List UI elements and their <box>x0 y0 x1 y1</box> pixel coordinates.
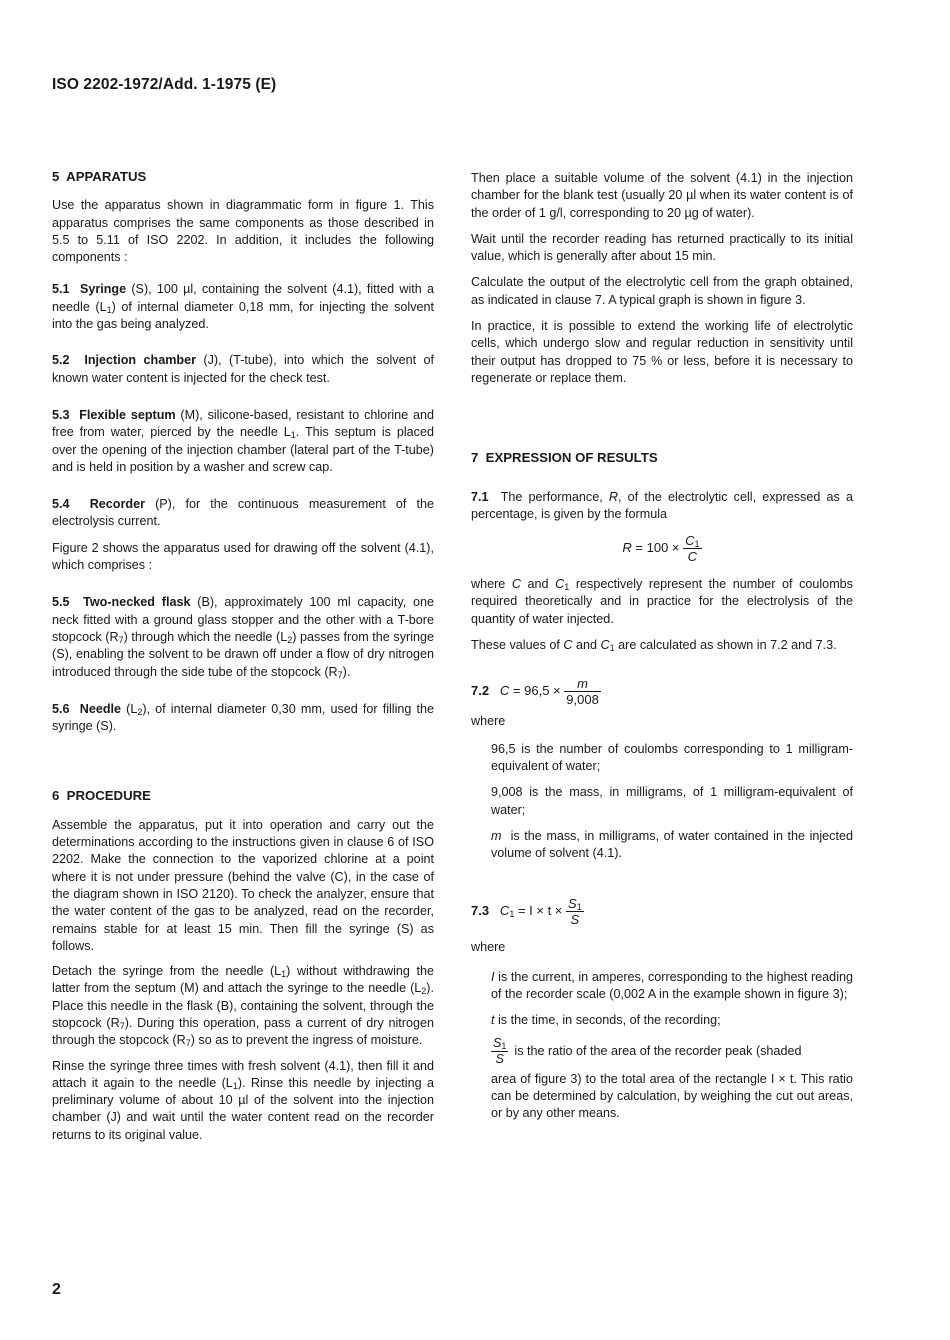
text: is the current, in amperes, corresponding to the highest reading of the recorder scale (0,002 A in the example shown in figure 3); <box>491 969 853 1002</box>
definitions-7-2 <box>471 741 857 863</box>
subscript: 1 <box>609 643 615 654</box>
clause-5-6 <box>52 701 434 736</box>
fraction <box>566 896 584 927</box>
section-5-heading: 5 APPARATUS <box>52 169 147 184</box>
section-6-heading: 6 PROCEDURE <box>52 788 151 804</box>
denominator: C <box>687 549 698 565</box>
denominator: S <box>495 1051 504 1066</box>
formula-operator: = 96,5 × <box>509 683 561 699</box>
subscript: 1 <box>509 909 515 920</box>
clause-text: ). <box>342 664 351 679</box>
text: where <box>471 577 512 592</box>
numerator: S <box>493 1035 502 1050</box>
clause-5-2 <box>52 352 434 387</box>
clause-text: ) passes from the syringe (S), enabling the solvent to be drawn off under a flow of dry nitrogen introduced through the side tube of the stopcock (R <box>52 629 435 679</box>
fraction <box>683 533 701 564</box>
clause-7-1 <box>471 489 853 524</box>
clause-text: (M), silicone-based, resistant to chlorine and free from water, pierced by the needle L <box>52 407 435 440</box>
procedure-continued-4: In practice, it is possible to extend the working life of electrolytic cells, which undergo slow and regular reduction in sensitivity until their output has dropped to 75 % or less, before it is necessary to regenerate or replace them. <box>471 319 853 385</box>
clause-term: Needle <box>79 701 122 716</box>
definition-ratio <box>491 1036 853 1067</box>
numerator: m <box>564 676 601 692</box>
subscript: 1 <box>232 1080 238 1091</box>
where-c-definition <box>471 576 853 628</box>
subscript: 7 <box>119 1020 125 1031</box>
subscript: 7 <box>337 669 343 680</box>
definition-t <box>491 1012 853 1029</box>
variable: C <box>511 577 521 592</box>
where-label: where <box>471 714 506 729</box>
subscript: 1 <box>576 902 582 913</box>
clause-text: (P), for the continuous measurement of the electrolysis current. <box>52 497 434 529</box>
paragraph-text: ) so as to prevent the ingress of moisture. <box>190 1033 423 1048</box>
procedure-continued-3: Calculate the output of the electrolytic cell from the graph obtained, as indicated in clause 7. A typical graph is shown in figure 3. <box>471 275 853 307</box>
text: is the mass, in milligrams, of water contained in the injected volume of solvent (4.1). <box>491 828 857 861</box>
denominator: S <box>570 912 580 928</box>
clause-number: 5.2 <box>52 353 70 368</box>
clause-text: , of the electrolytic cell, expressed as a percentage, is given by the formula <box>471 489 853 521</box>
subscript: 1 <box>106 304 112 315</box>
formula-lhs: C <box>499 903 510 919</box>
variable: I <box>491 969 495 984</box>
page-number: 2 <box>52 1281 61 1298</box>
subscript: 1 <box>501 1040 507 1051</box>
definition-m <box>491 828 857 863</box>
document-header: ISO 2202-1972/Add. 1-1975 (E) <box>52 76 277 93</box>
paragraph-text: ) without withdrawing the latter from the septum (M) and attach the syringe to the needle (L <box>52 964 434 996</box>
clause-number: 7.2 <box>471 683 490 699</box>
clause-5-5 <box>52 594 434 680</box>
text: is the time, in seconds, of the recording; <box>494 1013 721 1028</box>
paragraph-text: Rinse the syringe three times with fresh solvent (4.1), then fill it and attach it again to the needle (L <box>52 1058 434 1090</box>
procedure-continued-2: Wait until the recorder reading has returned practically to its initial value, which is generally after about 15 min. <box>471 231 853 264</box>
procedure-paragraph-3 <box>52 1058 434 1144</box>
variable: C <box>563 638 573 653</box>
text: is the ratio of the area of the recorder peak (shaded <box>514 1043 802 1058</box>
clause-term: Flexible septum <box>79 407 176 422</box>
definitions-7-3 <box>471 969 853 1123</box>
definition-9-008: 9,008 is the mass, in milligrams, of 1 milligram-equivalent of water; <box>491 785 853 817</box>
text: respectively represent the number of coulombs required theoretically and in practice for the electrolysis of the quantity of water injected. <box>471 577 853 626</box>
fraction <box>491 1036 508 1067</box>
values-note <box>471 637 853 654</box>
clause-number: 5.1 <box>52 282 70 297</box>
clause-5-3 <box>52 407 434 476</box>
numerator: C <box>685 533 695 549</box>
clause-number: 5.4 <box>52 497 70 512</box>
clause-text: The performance, <box>500 489 609 504</box>
clause-5-1 <box>52 281 434 333</box>
subscript: 1 <box>281 969 287 980</box>
formula-operator: = I × t × <box>514 903 563 919</box>
clause-number: 5.5 <box>52 595 70 610</box>
clause-text: ) of internal diameter 0,18 mm, for injecting the solvent into the gas being analyzed. <box>52 299 435 332</box>
paragraph-text: Detach the syringe from the needle (L <box>52 964 282 979</box>
subscript: 2 <box>287 634 293 645</box>
variable: m <box>491 828 502 843</box>
paragraph-text: ). Place this needle in the flask (B), containing the solvent, through the stopcock (R <box>52 981 434 1030</box>
subscript: 2 <box>137 706 143 717</box>
formula-lhs: C <box>499 683 510 699</box>
variable: C <box>600 638 610 653</box>
clause-text: (L <box>121 701 138 716</box>
where-label: where <box>471 940 506 955</box>
subscript: 2 <box>421 986 427 997</box>
paragraph-text: ). Rinse this needle by injecting a preliminary volume of about 10 µl of the solvent into the injection chamber (J) and wait until the water content read on the recorder returns to its original value. <box>52 1075 434 1142</box>
section-7-heading: 7 EXPRESSION OF RESULTS <box>471 450 658 466</box>
fraction <box>564 676 601 707</box>
right-column <box>471 170 857 1123</box>
variable: t <box>491 1013 495 1028</box>
section-5-intro: Use the apparatus shown in diagrammatic form in figure 1. This apparatus comprises the same components as those described in 5.5 to 5.11 of ISO 2202. In addition, it includes the following components : <box>52 198 434 265</box>
definition-ratio-continued: area of figure 3) to the total area of the rectangle I × t. This ratio can be determined by calculation, by weighing the cut out areas, or by any other means. <box>491 1071 853 1121</box>
procedure-paragraph-1: Assemble the apparatus, put it into operation and carry out the determinations according to the instructions given in clause 6 of ISO 2202. Make the connection to the vaporized chlorine at a point where it is not under pressure (behind the valve (C), in the case of the diagram shown in ISO 2120). To check the analyzer, ensure that the water content of the gas to be analyzed, read on the recorder, remains stable for at least 15 min. Then fill the syringe (S) as follows. <box>52 817 434 953</box>
clause-number: 7.3 <box>471 903 490 919</box>
clause-number: 5.6 <box>52 701 70 716</box>
text: and <box>520 577 556 592</box>
formula-operator: = 100 × <box>631 540 680 556</box>
text: are calculated as shown in 7.2 and 7.3. <box>614 638 837 653</box>
clause-7-2-formula <box>471 676 853 707</box>
paragraph-text: ). During this operation, pass a current of dry nitrogen through the stopcock (R <box>52 1015 434 1048</box>
definition-I <box>491 969 853 1004</box>
subscript: 1 <box>694 539 700 550</box>
numerator: S <box>568 896 577 912</box>
clause-5-4 <box>52 496 434 531</box>
clause-term: Recorder <box>89 497 145 512</box>
denominator: 9,008 <box>566 692 599 708</box>
left-column <box>52 168 434 1144</box>
procedure-paragraph-2 <box>52 963 434 1049</box>
clause-number: 5.3 <box>52 407 70 422</box>
subscript: 7 <box>185 1038 191 1049</box>
text: These values of <box>471 638 564 653</box>
clause-term: Two-necked flask <box>83 595 191 610</box>
clause-text: (J), (T-tube), into which the solvent of known water content is injected for the check test. <box>52 353 435 385</box>
subscript: 1 <box>564 582 570 593</box>
subscript: 1 <box>290 430 296 441</box>
definition-96-5: 96,5 is the number of coulombs corresponding to 1 milligram-equivalent of water; <box>491 741 853 773</box>
subscript: 7 <box>118 634 124 645</box>
clause-term: Injection chamber <box>84 353 197 368</box>
clause-number: 7.1 <box>471 489 489 504</box>
text: and <box>572 638 601 653</box>
figure-2-note: Figure 2 shows the apparatus used for drawing off the solvent (4.1), which comprises : <box>52 540 434 573</box>
formula-lhs: R <box>622 540 632 556</box>
clause-text: (S), 100 µl, containing the solvent (4.1), fitted with a needle (L <box>52 282 435 314</box>
variable: C <box>555 577 565 592</box>
clause-text: . This septum is placed over the opening of the injection chamber (lateral part of the T-tube) and is held in position by a washer and screw cap. <box>52 425 434 474</box>
clause-7-3-formula <box>471 896 853 927</box>
clause-text: (B), approximately 100 ml capacity, one neck fitted with a ground glass stopper and the other with a T-bore stopcock (R <box>52 595 434 644</box>
clause-term: Syringe <box>79 282 127 297</box>
clause-text: ) through which the needle (L <box>123 629 288 644</box>
variable: R <box>608 489 618 504</box>
procedure-continued-1: Then place a suitable volume of the solvent (4.1) in the injection chamber for the blank test (usually 20 µl when its water content is of the order of 1 g/l, corresponding to 20 µg of water). <box>471 171 853 220</box>
clause-text: ), of internal diameter 0,30 mm, used for filling the syringe (S). <box>52 701 435 734</box>
formula-performance <box>471 533 853 564</box>
